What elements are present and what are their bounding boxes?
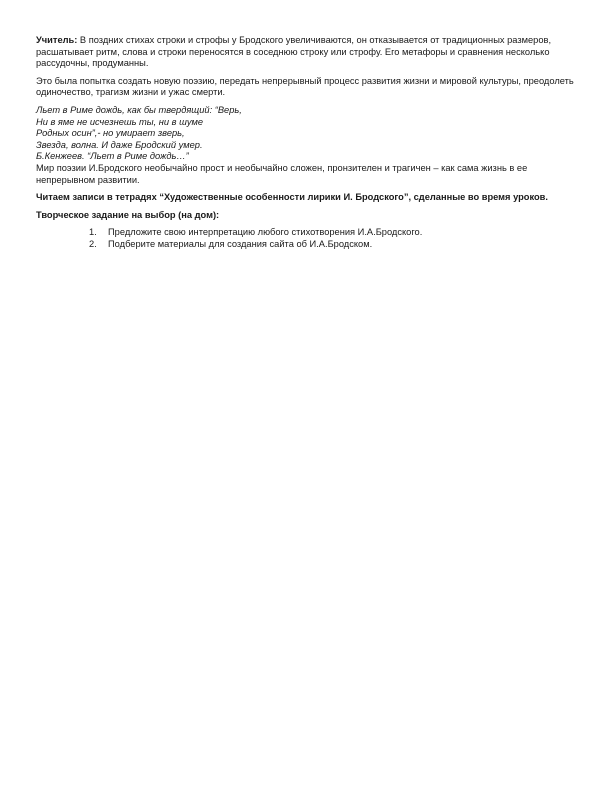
task-item-number: 1. [89,227,97,238]
reading-paragraph: Читаем записи в тетрадях “Художественные особенности лирики И. Бродского”, сделанные во время уроков. [36,192,548,203]
teacher-text: В поздних стихах строки и строфы у Бродского увеличиваются, он отказывается от традиционных размеров, расшатывает ритм, слова и строки переносятся в соседнюю строку или строфу. Его метафоры и сравнения несколько рассудочны, продуманны. [36,35,552,69]
document-body [36,35,576,251]
task-item [36,227,576,239]
teacher-label: Учитель: [36,35,78,45]
task-item-number: 2. [89,238,97,249]
intro-paragraph: Это была попытка создать новую поэзию, передать непрерывный процесс развития жизни и мировой культуры, преодолеть одиночество, трагизм жизни и ужас смерти. [36,75,574,98]
poem-line: Родных осин”,- но умирает зверь, [36,128,185,139]
task-heading: Творческое задание на выбор (на дом): [36,209,220,220]
task-item-text: Предложите свою интерпретацию любого стихотворения И.А.Бродского. [108,227,423,238]
task-item-text: Подберите материалы для создания сайта об И.А.Бродском. [108,238,373,249]
poem-line: Ни в яме не исчезнешь ты, ни в шуме [36,116,204,127]
poem-line: Льет в Риме дождь, как бы твердящий: “Верь, [36,104,242,115]
poem-block [36,105,576,186]
task-item [36,239,576,251]
teacher-paragraph [36,35,576,70]
poem-attribution: Б.Кенжеев. “Льет в Риме дождь…” [36,151,189,162]
task-list [36,227,576,250]
poem-line: Звезда, волна. И даже Бродский умер. [36,139,203,150]
poem-closing-text: Мир поэзии И.Бродского необычайно прост и необычайно сложен, пронзителен и трагичен – как сама жизнь в ее непрерывном развитии. [36,162,528,185]
